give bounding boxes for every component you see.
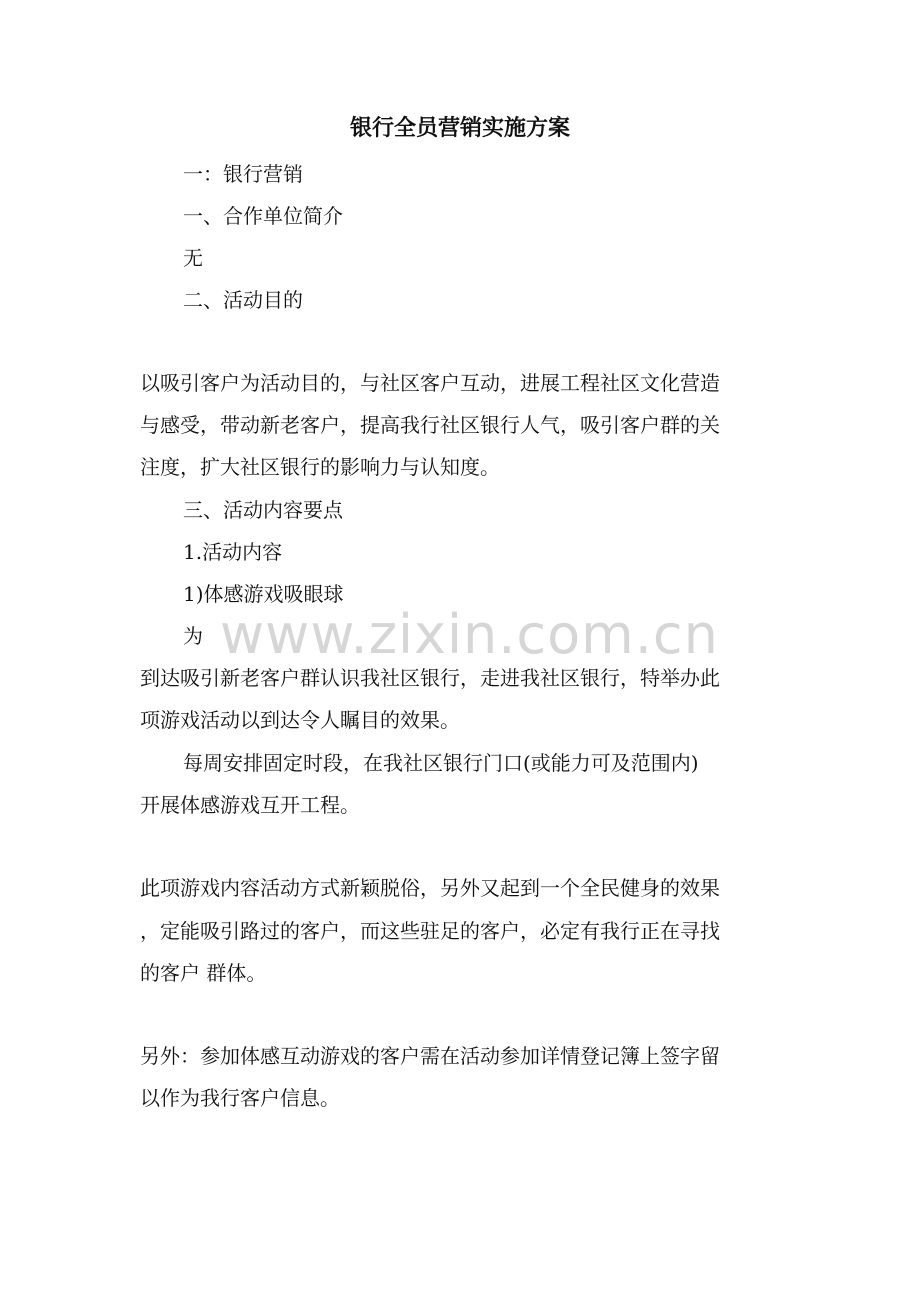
paragraph-line: 项游戏活动以到达令人瞩目的效果。 [140, 708, 460, 732]
paragraph-line: 每周安排固定时段，在我社区银行门口(或能力可及范围内) [183, 751, 699, 775]
heading-activity-purpose: 二、活动目的 [183, 288, 303, 312]
paragraph-line: 为 [183, 624, 203, 648]
heading-bank-marketing: 一：银行营销 [183, 162, 303, 186]
heading-activity-content-points: 三、活动内容要点 [183, 498, 343, 522]
paragraph-line: 此项游戏内容活动方式新颖脱俗，另外又起到一个全民健身的效果 [140, 876, 720, 900]
heading-activity-content: 1.活动内容 [183, 540, 283, 564]
paragraph-none: 无 [183, 246, 203, 270]
paragraph-line: 到达吸引新老客户群认识我社区银行，走进我社区银行，特举办此 [140, 666, 720, 690]
document-title: 银行全员营销实施方案 [349, 115, 570, 141]
paragraph-line: 与感受，带动新老客户，提高我行社区银行人气，吸引客户群的关 [140, 413, 720, 437]
paragraph-line: 以吸引客户为活动目的，与社区客户互动，进展工程社区文化营造 [140, 371, 720, 395]
paragraph-line: 以作为我行客户信息。 [140, 1086, 340, 1110]
paragraph-line: 的客户 群体。 [140, 961, 267, 985]
paragraph-line: 另外：参加体感互动游戏的客户需在活动参加详情登记簿上签字留 [140, 1044, 720, 1068]
paragraph-line: 注度，扩大社区银行的影响力与认知度。 [140, 455, 500, 479]
paragraph-line: 开展体感游戏互开工程。 [140, 793, 360, 817]
watermark: www.zixin.com.cn [220, 603, 719, 666]
heading-motion-game: 1)体感游戏吸眼球 [183, 582, 344, 606]
paragraph-line: ，定能吸引路过的客户，而这些驻足的客户，必定有我行正在寻找 [140, 919, 720, 943]
heading-partner-intro: 一、合作单位简介 [183, 204, 343, 228]
